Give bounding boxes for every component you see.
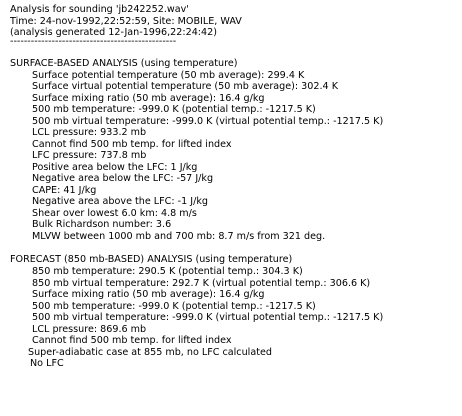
forecast-line: 500 mb virtual temperature: -999.0 K (virtual potential temp.: -1217.5 K) — [32, 312, 384, 323]
surface-line: 500 mb virtual temperature: -999.0 K (virtual potential temp.: -1217.5 K) — [32, 115, 384, 127]
forecast-line: 850 mb virtual temperature: 292.7 K (virtual potential temp.: 306.6 K) — [32, 277, 371, 289]
forecast-line: Cannot find 500 mb temp. for lifted index — [32, 335, 232, 346]
surface-line: CAPE: 41 J/kg — [32, 184, 97, 196]
header-rule: ------------------------------------------------ — [10, 36, 177, 47]
forecast-super-adiabatic: Super-adiabatic case at 855 mb, no LFC calculated — [28, 346, 272, 358]
forecast-line: LCL pressure: 869.6 mb — [32, 323, 147, 335]
report-generated: (analysis generated 12-Jan-1996,22:24:42) — [10, 27, 217, 38]
surface-line: Cannot find 500 mb temp. for lifted index — [32, 138, 232, 150]
surface-line: Surface mixing ratio (50 mb average): 16.4 g/kg — [32, 92, 265, 104]
surface-line: Positive area below the LFC: 1 J/kg — [32, 161, 198, 173]
surface-line: LCL pressure: 933.2 mb — [32, 127, 147, 138]
forecast-line: 850 mb temperature: 290.5 K (potential temp.: 304.3 K) — [32, 266, 303, 277]
surface-line: Surface potential temperature (50 mb average): 299.4 K — [32, 69, 305, 81]
surface-line: Shear over lowest 6.0 km: 4.8 m/s — [32, 207, 197, 219]
surface-line: Bulk Richardson number: 3.6 — [32, 219, 172, 230]
surface-line: 500 mb temperature: -999.0 K (potential temp.: -1217.5 K) — [32, 104, 316, 115]
surface-line: Negative area above the LFC: -1 J/kg — [32, 196, 208, 207]
forecast-line: Surface mixing ratio (50 mb average): 16.4 g/kg — [32, 289, 265, 300]
surface-line: MLVW between 1000 mb and 700 mb: 8.7 m/s from 321 deg. — [32, 230, 326, 242]
forecast-heading: FORECAST (850 mb-BASED) ANALYSIS (using temperature) — [10, 254, 293, 265]
forecast-line: 500 mb temperature: -999.0 K (potential temp.: -1217.5 K) — [32, 300, 316, 312]
surface-line: Surface virtual potential temperature (50 mb average): 302.4 K — [32, 81, 338, 92]
report-title: Analysis for sounding 'jb242252.wav' — [10, 4, 189, 15]
surface-line: Negative area below the LFC: -57 J/kg — [32, 173, 214, 184]
report-time-site: Time: 24-nov-1992,22:52:59, Site: MOBILE, WAV — [10, 15, 242, 27]
surface-line: LFC pressure: 737.8 mb — [32, 150, 147, 161]
surface-heading: SURFACE-BASED ANALYSIS (using temperature) — [10, 58, 238, 69]
forecast-no-lfc: No LFC — [30, 358, 64, 369]
